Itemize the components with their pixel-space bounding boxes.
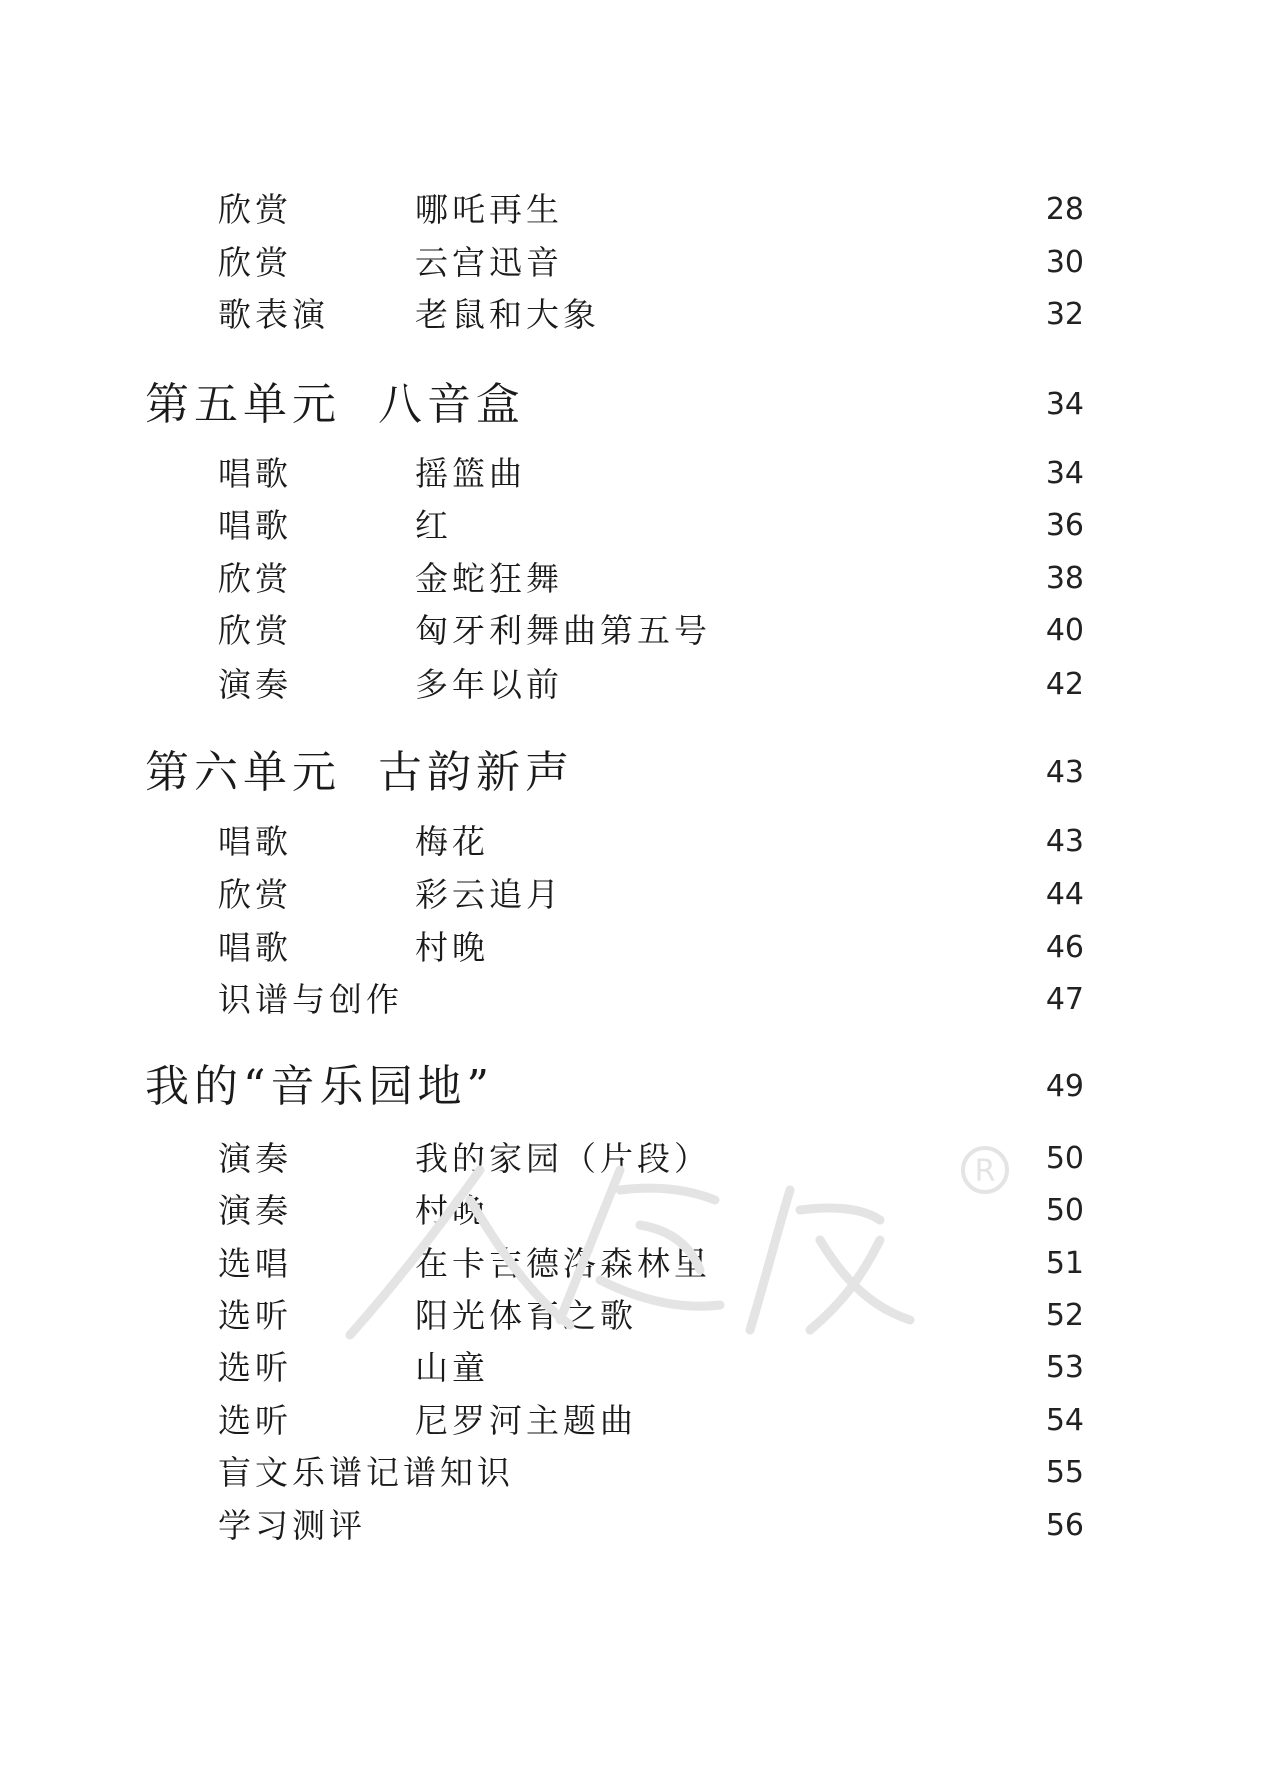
toc-entry[interactable]: [0, 186, 1276, 234]
entry-type: 演奏: [218, 1139, 292, 1178]
unit-page-number: 49: [1045, 1069, 1084, 1104]
entry-page-number: 43: [1045, 824, 1084, 859]
entry-type: 选听: [218, 1296, 292, 1335]
unit-page-number: 43: [1045, 755, 1084, 790]
entry-title: 匈牙利舞曲第五号: [415, 611, 711, 650]
unit-label: 我的“音乐园地”: [145, 1061, 494, 1112]
entry-title: 梅花: [415, 822, 489, 861]
unit-heading[interactable]: [0, 743, 1276, 803]
entry-title: 金蛇狂舞: [415, 559, 563, 598]
entry-title: 哪吒再生: [415, 190, 563, 229]
entry-type: 选唱: [218, 1244, 292, 1283]
toc-entry[interactable]: [0, 818, 1276, 866]
unit-label: 第五单元: [145, 379, 341, 430]
entry-type: 欣赏: [218, 611, 292, 650]
entry-page-number: 56: [1045, 1508, 1084, 1543]
entry-page-number: 53: [1045, 1350, 1084, 1385]
entry-type: 歌表演: [218, 295, 329, 334]
entry-title: 多年以前: [415, 665, 563, 704]
toc-entry[interactable]: [0, 291, 1276, 339]
toc-entry[interactable]: [0, 239, 1276, 287]
toc-entry[interactable]: [0, 1240, 1276, 1288]
toc-entry[interactable]: [0, 555, 1276, 603]
entry-type: 唱歌: [218, 506, 292, 545]
entry-page-number: 55: [1045, 1455, 1084, 1490]
toc-entry[interactable]: [0, 607, 1276, 655]
entry-type: 演奏: [218, 1191, 292, 1230]
entry-page-number: 36: [1045, 508, 1084, 543]
entry-type: 选听: [218, 1401, 292, 1440]
unit-page-number: 34: [1045, 387, 1084, 422]
entry-page-number: 42: [1045, 667, 1084, 702]
entry-page-number: 50: [1045, 1193, 1084, 1228]
toc-entry[interactable]: [0, 871, 1276, 919]
entry-page-number: 54: [1045, 1403, 1084, 1438]
toc-entry[interactable]: [0, 450, 1276, 498]
entry-page-number: 32: [1045, 297, 1084, 332]
entry-page-number: 52: [1045, 1298, 1084, 1333]
toc-entry[interactable]: [0, 924, 1276, 972]
entry-page-number: 46: [1045, 930, 1084, 965]
entry-title: 尼罗河主题曲: [415, 1401, 637, 1440]
toc-entry[interactable]: [0, 1292, 1276, 1340]
entry-title: 云宫迅音: [415, 243, 563, 282]
toc-entry[interactable]: [0, 661, 1276, 709]
toc-entry[interactable]: [0, 1449, 1276, 1497]
entry-title: 阳光体育之歌: [415, 1296, 637, 1335]
entry-type: 唱歌: [218, 928, 292, 967]
entry-title: 村晚: [415, 928, 489, 967]
toc-entry[interactable]: [0, 502, 1276, 550]
entry-page-number: 50: [1045, 1141, 1084, 1176]
entry-page-number: 30: [1045, 245, 1084, 280]
entry-page-number: 28: [1045, 192, 1084, 227]
entry-type: 演奏: [218, 665, 292, 704]
entry-type: 唱歌: [218, 822, 292, 861]
entry-page-number: 51: [1045, 1246, 1084, 1281]
entry-title: 我的家园（片段）: [415, 1139, 711, 1178]
entry-title: 识谱与创作: [218, 980, 403, 1019]
entry-type: 选听: [218, 1348, 292, 1387]
entry-title: 摇篮曲: [415, 454, 526, 493]
entry-type: 欣赏: [218, 559, 292, 598]
entry-page-number: 44: [1045, 877, 1084, 912]
entry-type: 欣赏: [218, 190, 292, 229]
toc-entry[interactable]: [0, 1187, 1276, 1235]
entry-title: 村晚: [415, 1191, 489, 1230]
unit-title: 古韵新声: [378, 747, 574, 798]
toc-entry[interactable]: [0, 1397, 1276, 1445]
entry-type: 唱歌: [218, 454, 292, 493]
entry-page-number: 47: [1045, 982, 1084, 1017]
entry-title: 彩云追月: [415, 875, 563, 914]
entry-page-number: 40: [1045, 613, 1084, 648]
entry-type: 欣赏: [218, 243, 292, 282]
entry-page-number: 38: [1045, 561, 1084, 596]
entry-title: 老鼠和大象: [415, 295, 600, 334]
entry-title: 在卡吉德洛森林里: [415, 1244, 711, 1283]
toc-entry[interactable]: [0, 1344, 1276, 1392]
entry-title: 学习测评: [218, 1506, 366, 1545]
unit-heading[interactable]: [0, 375, 1276, 435]
unit-label: 第六单元: [145, 747, 341, 798]
unit-title: 八音盒: [378, 379, 525, 430]
toc-entry[interactable]: [0, 1502, 1276, 1550]
entry-title: 红: [415, 506, 452, 545]
entry-title: 山童: [415, 1348, 489, 1387]
entry-type: 欣赏: [218, 875, 292, 914]
entry-page-number: 34: [1045, 456, 1084, 491]
toc-entry[interactable]: [0, 1135, 1276, 1183]
toc-entry[interactable]: [0, 976, 1276, 1024]
registered-mark-text: R: [974, 1154, 996, 1189]
unit-heading[interactable]: [0, 1057, 1276, 1117]
entry-title: 盲文乐谱记谱知识: [218, 1453, 514, 1492]
